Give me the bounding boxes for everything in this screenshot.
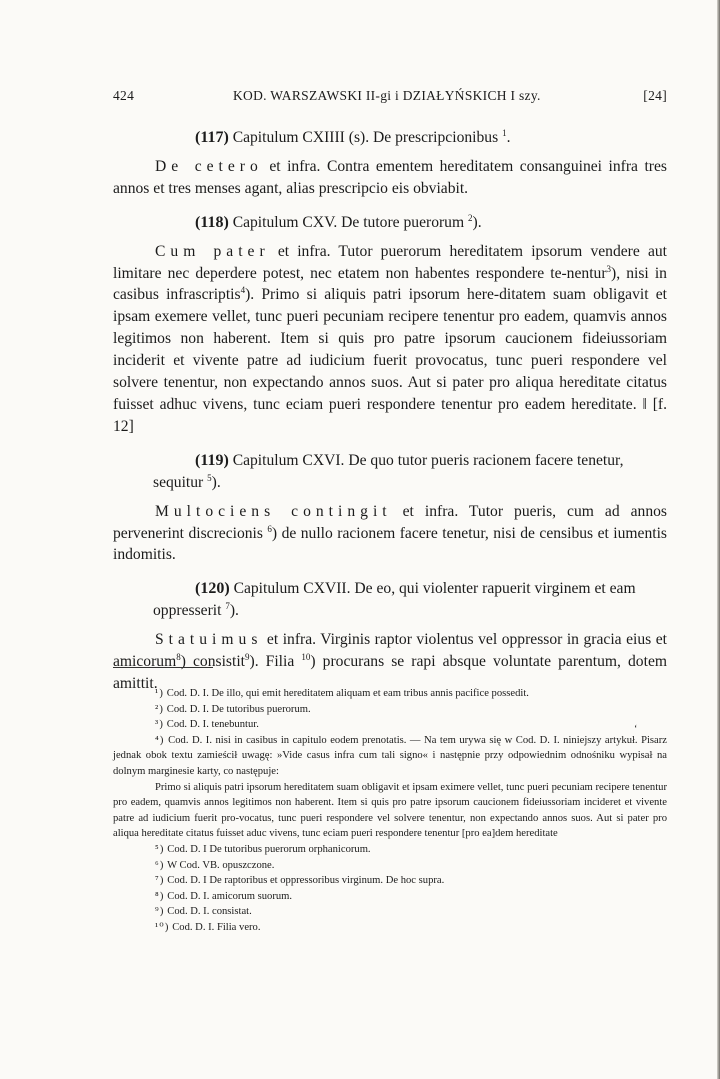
footnote bbox=[113, 702, 667, 718]
punctuation: ). bbox=[229, 602, 239, 620]
folio-number: [24] bbox=[643, 88, 667, 103]
footnote bbox=[113, 686, 667, 702]
margin-mark: ‘ bbox=[634, 724, 638, 735]
footnote bbox=[113, 733, 667, 780]
paragraph-text: ), nisi in casibus infrascriptis bbox=[113, 264, 667, 304]
footnote-text: Cod. D. I. amicorum suorum. bbox=[167, 890, 293, 902]
chapter-number: (120) bbox=[195, 580, 230, 598]
chapter-number: (118) bbox=[195, 213, 229, 231]
chapter-title: Capitulum CXVII. De eo, qui violenter rapuerit virginem et eam oppresserit bbox=[153, 580, 636, 620]
footnote-mark: ⁷) bbox=[155, 875, 165, 887]
footnote-text: Cod. D. I De raptoribus et oppressoribus virginum. De hoc supra. bbox=[167, 875, 445, 887]
paragraph-text: ) de nullo racionem facere tenetur, nisi de censibus et iumentis indomitis. bbox=[113, 524, 667, 564]
footnote-ref[interactable]: 8 bbox=[176, 651, 181, 662]
paragraph bbox=[113, 501, 667, 567]
footnote-mark: ³) bbox=[155, 719, 165, 731]
running-head bbox=[113, 88, 667, 110]
footnote-quote: Primo si aliquis patri ipsorum hereditatem suam obligavit et ipsam eximere vellet, tunc pueri pecuniam recipere tenentur pro eadem, quamvis annos legitimos non haberent. Item si quis pro patre ipsorum caucionem fideiussoriam incideret et vivente patre ad iudicium fuerit pro-vocatus, tunc pueri respondere vel solvere tenentur, non expectando annos suos. Aut si pater pro aliqua hereditate citatus fuisset aduc vivens, tunc eciam pueri respondere tenentur [pro ea]dem hereditate bbox=[113, 781, 667, 840]
paragraph-text: et infra. Tutor pueris, cum ad annos pervenerint discrecionis bbox=[113, 502, 667, 542]
footnote-text: Cod. D. I. tenebuntur. bbox=[166, 719, 259, 731]
footnote-text: Cod. D. I. consistat. bbox=[167, 906, 252, 918]
paragraph bbox=[113, 629, 667, 695]
footnote-text: Cod. D. I. Filia vero. bbox=[172, 921, 261, 933]
paragraph-text: et infra. Contra ementem hereditatem consanguinei infra tres annos et tres menses agant, alias prescripcio eis obviabit. bbox=[113, 157, 667, 197]
chapter-heading bbox=[113, 127, 667, 149]
page-number: 424 bbox=[113, 88, 135, 103]
footnote-divider bbox=[113, 667, 213, 668]
footnote-mark: ²) bbox=[155, 703, 165, 715]
footnote-ref[interactable]: 2 bbox=[468, 212, 473, 223]
main-text bbox=[113, 122, 667, 695]
punctuation: ). bbox=[211, 473, 221, 491]
incipit: Statuimus bbox=[155, 631, 263, 649]
chapter-title: Capitulum CXIIII (s). De prescripcionibus bbox=[232, 129, 499, 146]
incipit: Multociens contingit bbox=[155, 502, 392, 520]
incipit: De cetero bbox=[155, 157, 263, 175]
footnote-text: Cod. D. I. De illo, qui emit hereditatem aliquam et eam tribus annis pacifice possedit. bbox=[166, 688, 529, 699]
footnote bbox=[113, 920, 667, 936]
footnote-mark: ¹) bbox=[155, 688, 165, 699]
paragraph-text: ). Filia bbox=[249, 653, 295, 671]
chapter-number: (117) bbox=[195, 129, 229, 146]
chapter-heading bbox=[113, 450, 667, 494]
paragraph-text: et infra. Tutor puerorum hereditatem ipsorum vendere aut limitare nec deperdere potest, nec etatem non habentes respondere te-nentur bbox=[113, 242, 667, 282]
footnote bbox=[113, 717, 667, 733]
footnote-mark: ⁸) bbox=[155, 890, 165, 902]
paragraph-text: ). Primo si aliquis patri ipsorum here-ditatem suam obligavit et ipsam exemere vellet, tunc pueri pecuniam recipere tenentur pro eadem, quamvis annos legitimos non haberent. Item si quis pro patre ipsorum caucionem fideiussoriam inciderit et vivente patre ad iudicium fuerit provocatus, tunc pueri respondere vel solvere tenentur, non expectando annos suos. Aut si pater pro aliqua hereditate citatus fuisset adhuc vivens, tunc eciam pueri respondere tenentur pro eadem hereditate. bbox=[113, 286, 667, 413]
paragraph-text: ) procurans se rapi absque voluntate parentum, dotem amittit. bbox=[113, 653, 667, 692]
footnote-mark: ⁴) bbox=[155, 734, 165, 746]
chapter-title: Capitulum CXVI. De quo tutor pueris racionem facere tenetur, sequitur bbox=[153, 451, 624, 491]
footnote bbox=[113, 904, 667, 920]
footnote-mark: ⁹) bbox=[155, 906, 165, 918]
footnote-mark: ⁶) bbox=[155, 859, 165, 871]
footnote bbox=[113, 873, 667, 889]
footnote-text: Cod. D. I. nisi in casibus in capitulo eodem prenotatis. — Na tem urywa się w Cod. D. I. niniejszy artykuł. Pisarz jednak obok textu zamieścił uwagę: »Vide casus infra cum tali signo« i następnie przy odpowiednim odnośniku wypisał na dolnym marginesie karty, co następuje: bbox=[113, 734, 667, 777]
paragraph bbox=[113, 241, 667, 438]
footnote bbox=[113, 842, 667, 858]
paragraph bbox=[113, 156, 667, 200]
footnote bbox=[113, 858, 667, 874]
running-title: KOD. WARSZAWSKI II-gi i DZIAŁYŃSKICH I szy. bbox=[233, 88, 541, 103]
paragraph-text: ) consistit bbox=[180, 653, 245, 671]
footnote-text: Cod. D. I. De tutoribus puerorum. bbox=[166, 703, 311, 715]
punctuation: ). bbox=[472, 213, 482, 231]
footnote-mark: ¹⁰) bbox=[155, 921, 170, 933]
footnote-ref[interactable]: 5 bbox=[207, 472, 212, 483]
footnote-ref[interactable]: 10 bbox=[301, 651, 311, 662]
chapter-heading bbox=[113, 578, 667, 622]
chapter-number: (119) bbox=[195, 451, 229, 469]
incipit: Cum pater bbox=[155, 242, 270, 260]
chapter-heading bbox=[113, 212, 667, 234]
footnotes bbox=[113, 686, 667, 936]
footnote-mark: ⁵) bbox=[155, 843, 165, 855]
chapter-title: Capitulum CXV. De tutore puerorum bbox=[232, 213, 465, 231]
footnote-ref[interactable]: 7 bbox=[225, 601, 230, 612]
footnote-text: W Cod. VB. opuszczone. bbox=[167, 859, 275, 871]
folio-marker: ‖ [f. 12] bbox=[113, 395, 667, 435]
paragraph-text: et infra. Virginis raptor violentus vel oppressor in gracia eius et amicorum bbox=[113, 631, 667, 671]
footnote-ref[interactable]: 6 bbox=[267, 523, 272, 534]
footnote-ref[interactable]: 3 bbox=[606, 263, 612, 274]
punctuation: . bbox=[506, 129, 511, 146]
footnote bbox=[113, 889, 667, 905]
footnote-text: Cod. D. I De tutoribus puerorum orphanicorum. bbox=[167, 843, 371, 855]
footnote-ref[interactable]: 9 bbox=[245, 651, 250, 662]
footnote-ref[interactable]: 1 bbox=[502, 127, 507, 138]
footnote-ref[interactable]: 4 bbox=[240, 285, 246, 296]
